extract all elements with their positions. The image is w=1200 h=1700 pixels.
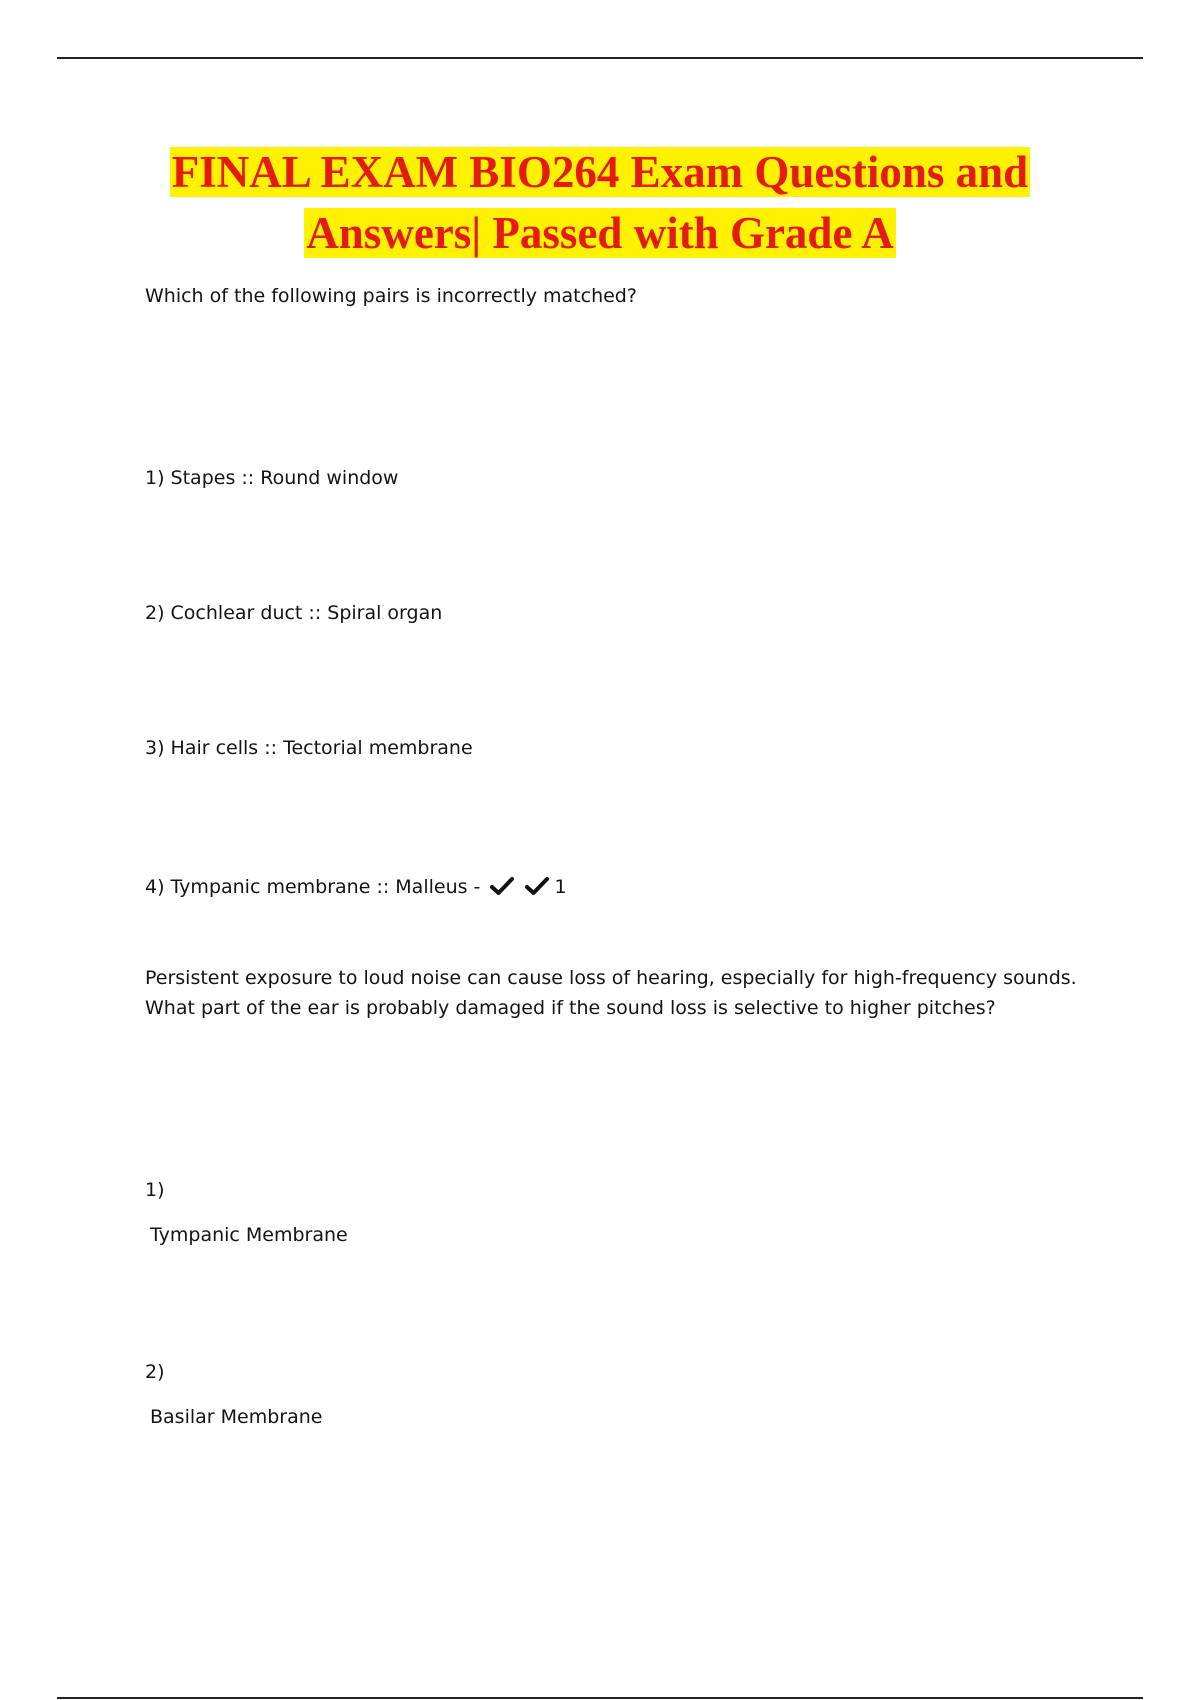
question-1-option-1: 1) Stapes :: Round window (145, 467, 399, 489)
bottom-divider (57, 1697, 1143, 1699)
question-1-option-2: 2) Cochlear duct :: Spiral organ (145, 602, 443, 624)
question-2-option-2-number: 2) (145, 1361, 165, 1383)
question-1-option-4 (145, 872, 567, 902)
question-2-prompt: Persistent exposure to loud noise can cause loss of hearing, especially for high-frequency sounds. What part of the ear is probably damaged if the sound loss is selective to higher pitches? (145, 967, 1077, 1019)
answer-marker: 1 (554, 876, 567, 898)
title-line-2: Answers| Passed with Grade A (306, 208, 894, 258)
checkmark-icon (525, 876, 549, 896)
question-2-option-1-text: Tympanic Membrane (150, 1224, 348, 1246)
question-2-option-1-number: 1) (145, 1179, 165, 1201)
question-1-option-4-label: 4) Tympanic membrane :: Malleus - (145, 876, 481, 898)
question-1-prompt: Which of the following pairs is incorrectly matched? (145, 285, 637, 307)
question-2-option-2-text: Basilar Membrane (150, 1406, 323, 1428)
title-line-1: FINAL EXAM BIO264 Exam Questions and (171, 147, 1029, 197)
top-divider (57, 57, 1143, 59)
question-1-option-3: 3) Hair cells :: Tectorial membrane (145, 737, 473, 759)
document-title (60, 142, 1140, 264)
checkmark-icon (490, 876, 514, 896)
